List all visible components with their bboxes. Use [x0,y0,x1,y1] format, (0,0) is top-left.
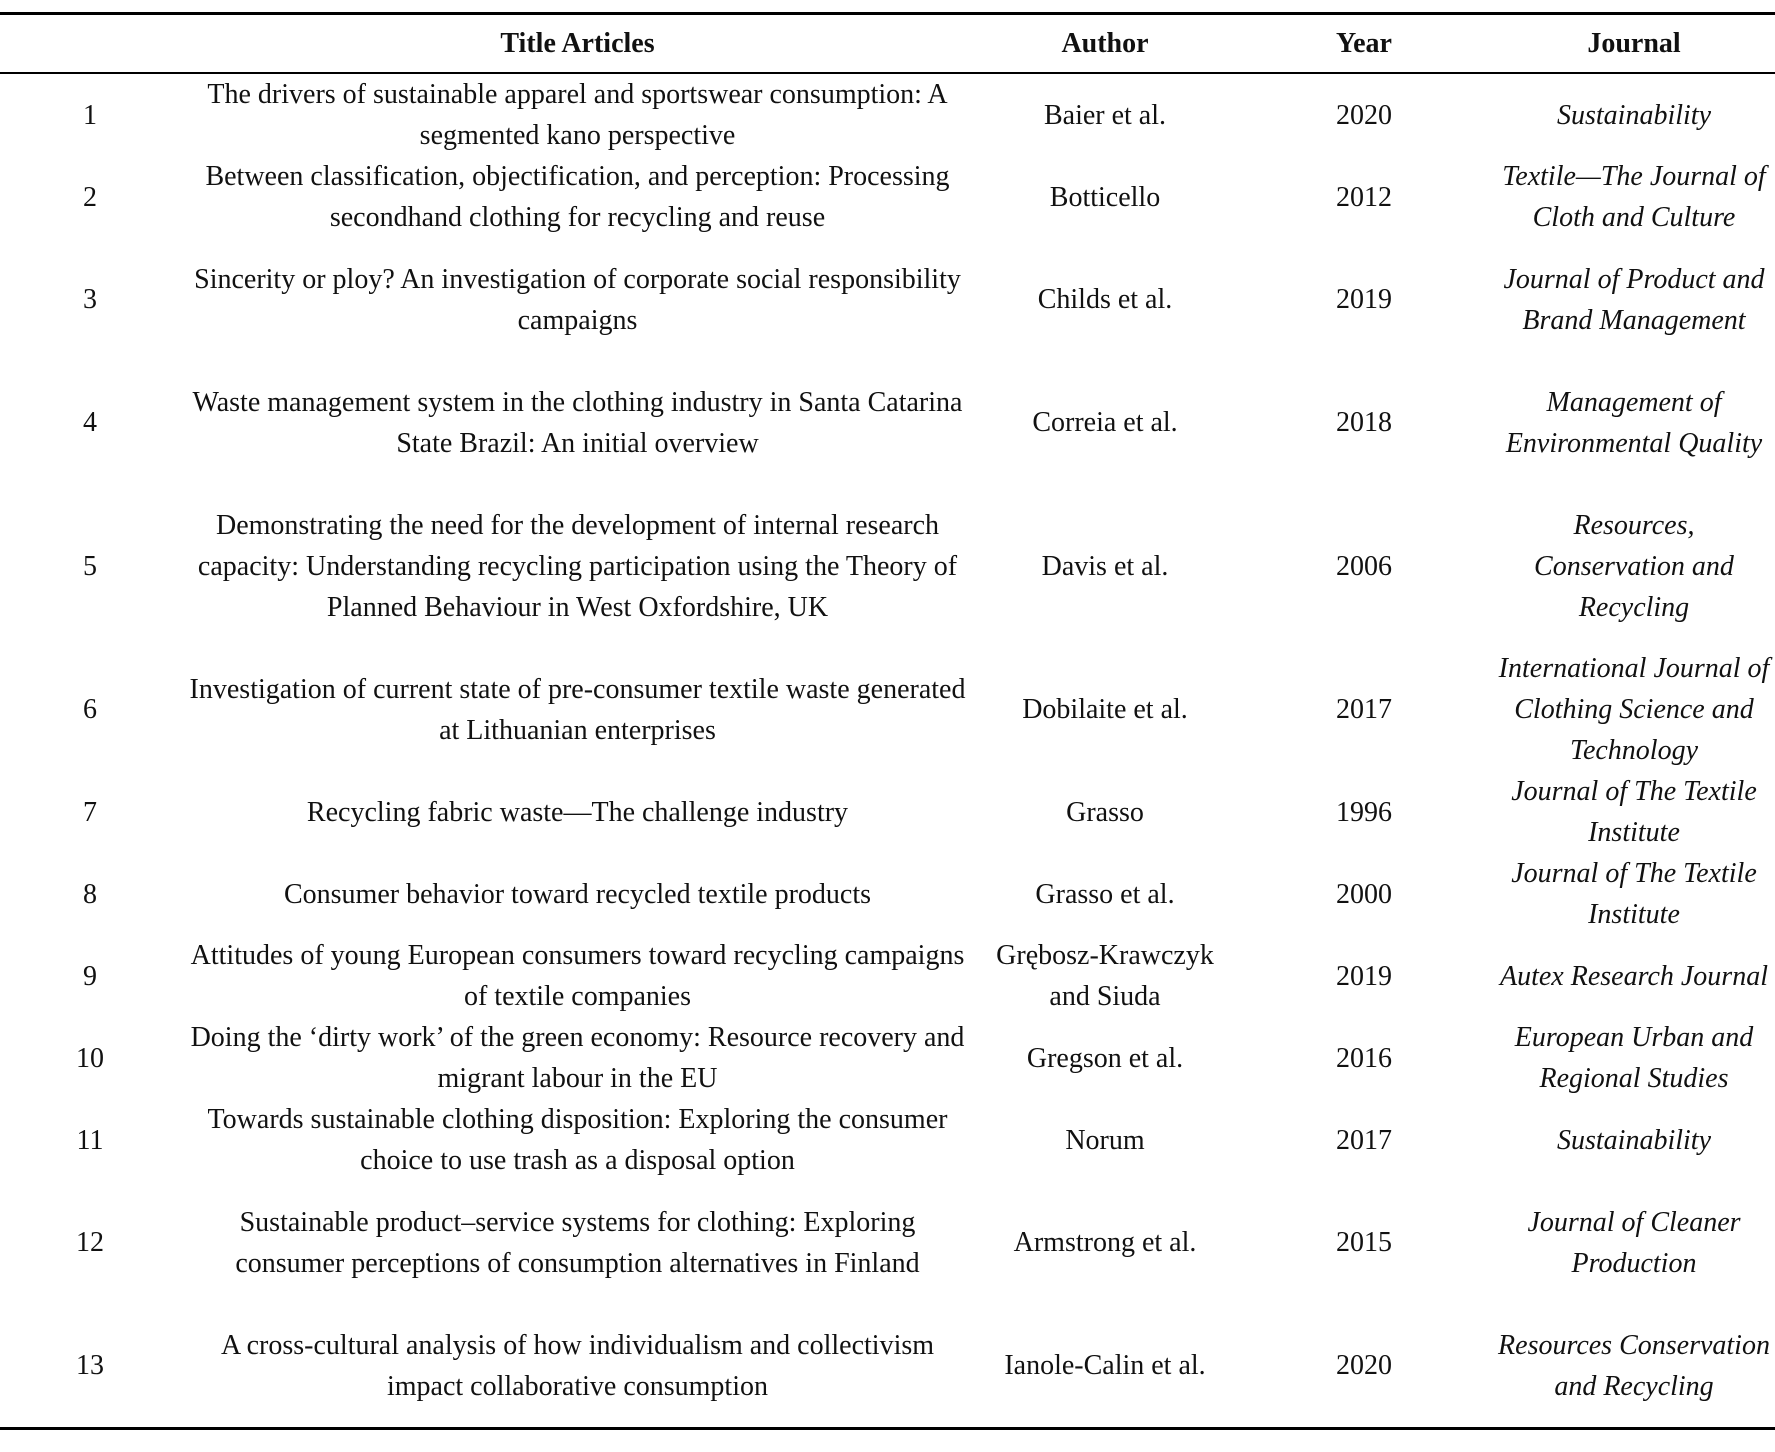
table-row [0,1017,1775,1099]
row-number: 13 [76,1350,104,1381]
article-author: Correia et al. [1032,407,1178,438]
article-year: 2017 [1336,694,1392,725]
article-journal: Resources Conservation and Recycling [1498,1329,1770,1402]
article-author: Grasso [1066,796,1144,828]
table-body [0,73,1775,1429]
article-title: Investigation of current state of pre-consumer textile waste generated at Lithuanian enterprises [189,673,966,746]
article-title: Sincerity or ploy? An investigation of corporate social responsibility campaigns [194,263,961,336]
article-journal: Resources, Conservation and Recycling [1534,509,1734,623]
article-journal: Textile—The Journal of Cloth and Culture [1502,161,1766,233]
article-author: Baier et al. [1043,99,1167,131]
article-title: Waste management system in the clothing industry in Santa Catarina State Brazil: An initial overview [192,386,963,459]
articles-table [0,12,1775,1430]
article-journal: Sustainability [1557,1124,1711,1156]
article-author: Davis et al. [1041,550,1169,582]
article-year: 2000 [1336,878,1392,910]
table-row [0,156,1775,238]
row-number: 5 [83,550,97,582]
row-number: 9 [83,960,97,992]
table-row [0,238,1775,361]
row-number: 8 [83,878,97,910]
article-author: Dobilaite et al. [1022,694,1188,725]
article-title: Consumer behavior toward recycled textile products [283,878,872,910]
article-year: 2006 [1336,550,1392,582]
article-author: Armstrong et al. [1013,1227,1197,1258]
article-journal: European Urban and Regional Studies [1514,1022,1754,1094]
header-year: Year [1336,27,1392,59]
article-title: Sustainable product–service systems for clothing: Exploring consumer perceptions of consumption alternatives in Finland [235,1206,920,1279]
article-year: 1996 [1336,796,1392,828]
article-author: Norum [1065,1124,1145,1156]
table-row [0,1181,1775,1304]
article-author: Gregson et al. [1026,1042,1184,1074]
article-year: 2020 [1336,99,1392,131]
article-year: 2012 [1336,181,1392,213]
row-number: 10 [76,1042,104,1074]
article-title: A cross-cultural analysis of how individualism and collectivism impact collaborative consumption [220,1329,935,1402]
row-number: 6 [83,694,97,725]
article-journal: Journal of Product and Brand Management [1503,263,1765,336]
article-year: 2019 [1336,960,1392,992]
article-author: Ianole-Calin et al. [1004,1350,1206,1381]
article-journal: Journal of The Textile Institute [1511,776,1757,848]
row-number: 7 [83,796,97,828]
table-row [0,73,1775,156]
article-journal: Autex Research Journal [1500,960,1768,992]
article-year: 2017 [1336,1124,1392,1156]
table-row [0,1099,1775,1181]
article-title: Attitudes of young European consumers toward recycling campaigns of textile companies [190,940,965,1012]
row-number: 1 [83,99,97,131]
article-year: 2020 [1336,1350,1392,1381]
article-title: Towards sustainable clothing disposition: Exploring the consumer choice to use trash as a disposal option [207,1104,948,1176]
table-row [0,771,1775,853]
row-number: 3 [83,284,97,315]
table-header [0,14,1775,74]
article-title: Doing the ‘dirty work’ of the green economy: Resource recovery and migrant labour in the EU [190,1022,965,1094]
article-year: 2016 [1336,1042,1392,1074]
row-number: 2 [83,181,97,213]
article-year: 2019 [1336,284,1392,315]
article-title: The drivers of sustainable apparel and sportswear consumption: A segmented kano perspective [207,79,948,151]
article-journal: Journal of The Textile Institute [1511,858,1757,930]
article-author: Botticello [1049,181,1161,213]
article-author: Grasso et al. [1035,878,1175,910]
article-year: 2015 [1336,1227,1392,1258]
article-journal: International Journal of Clothing Science and Technology [1498,653,1770,766]
table-row [0,484,1775,648]
header-journal: Journal [1587,27,1681,59]
header-number [0,14,180,74]
header-author: Author [1061,27,1149,59]
row-number: 4 [83,407,97,438]
header-row [0,14,1775,74]
article-journal: Management of Environmental Quality [1505,386,1763,459]
article-author: Grębosz-Krawczyk and Siuda [996,940,1214,1012]
article-title: Demonstrating the need for the development of internal research capacity: Understanding recycling participation using the Theory of Planned Behaviour in West Oxfordshire, UK [197,509,958,623]
row-number: 11 [76,1124,104,1156]
table-row [0,648,1775,771]
table-row [0,853,1775,935]
article-year: 2018 [1336,407,1392,438]
header-title: Title Articles [500,27,655,59]
table-row [0,935,1775,1017]
row-number: 12 [76,1227,104,1258]
table-row [0,1304,1775,1429]
articles-table-container [0,12,1775,1430]
article-title: Recycling fabric waste—The challenge industry [306,796,849,828]
article-journal: Journal of Cleaner Production [1527,1206,1741,1279]
article-title: Between classification, objectification, and perception: Processing secondhand clothing for recycling and reuse [205,161,950,233]
table-row [0,361,1775,484]
article-journal: Sustainability [1557,99,1711,131]
article-author: Childs et al. [1037,284,1173,315]
